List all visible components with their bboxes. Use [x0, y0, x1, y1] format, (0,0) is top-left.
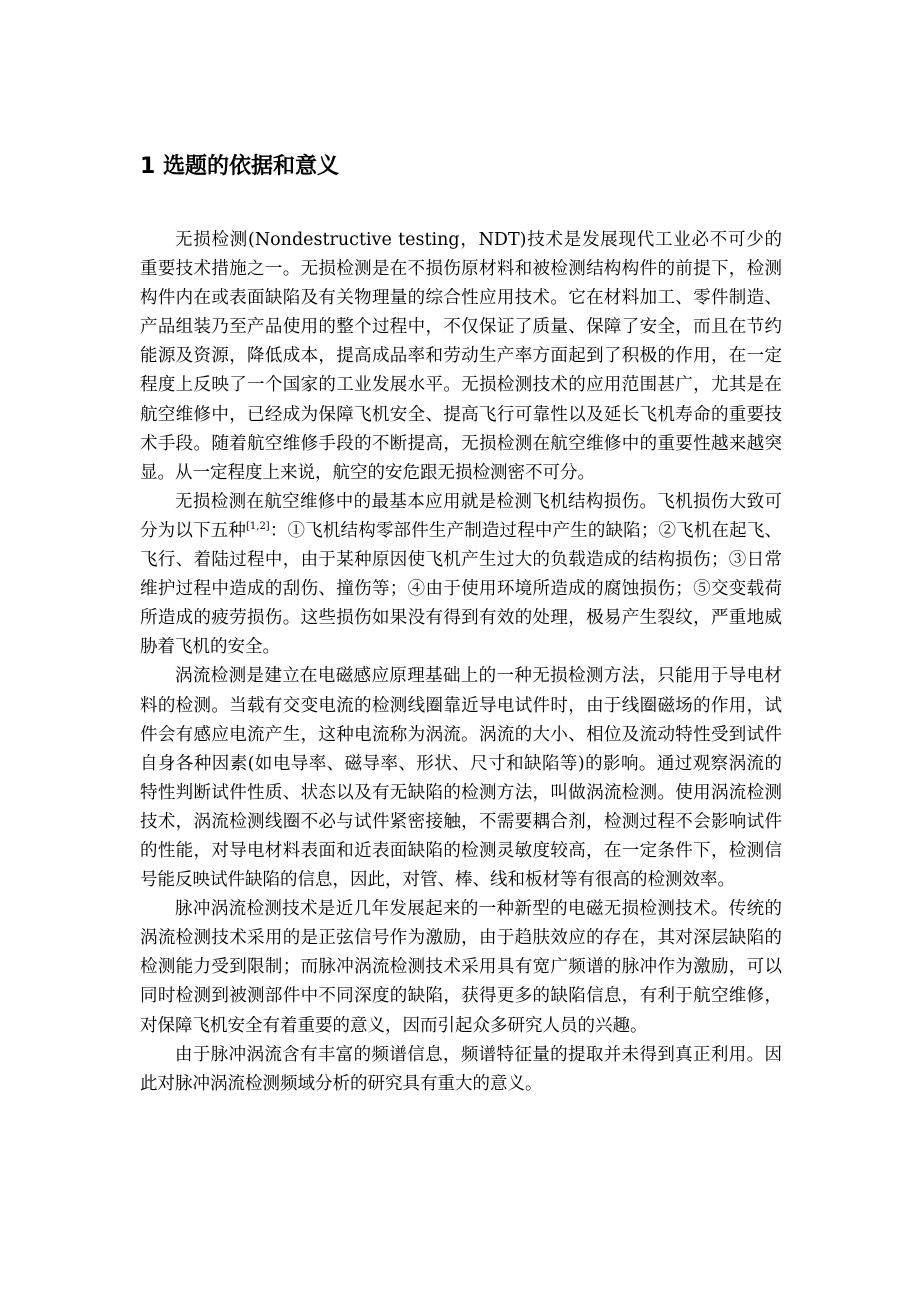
paragraph-eddy-current: 涡流检测是建立在电磁感应原理基础上的一种无损检测方法，只能用于导电材料的检测。当载有交变电流的检测线圈靠近导电试件时，由于线圈磁场的作用，试件会有感应电流产生，这种电流称为涡流。涡流的大小、相位及流动特性受到试件自身各种因素(如电导率、磁导率、形状、尺寸和缺陷等)的影响。通过观察涡流的特性判断试件性质、状态以及有无缺陷的检测方法，叫做涡流检测。使用涡流检测技术，涡流检测线圈不必与试件紧密接触，不需要耦合剂，检测过程不会影响试件的性能，对导电材料表面和近表面缺陷的检测灵敏度较高，在一定条件下，检测信号能反映试件缺陷的信息，因此，对管、棒、线和板材等有很高的检测效率。	[140, 666, 782, 891]
paragraph-aircraft-damage-text-after: ：①飞机结构零部件生产制造过程中产生的缺陷；②飞机在起飞、飞行、着陆过程中，由于某种原因使飞机产生过大的负载造成的结构损伤；③日常维护过程中造成的刮伤、撞伤等；④由于使用环境所造成的腐蚀损伤；⑤交变载荷所造成的疲劳损伤。这些损伤如果没有得到有效的处理，极易产生裂纹，严重地威胁着飞机的安全。	[140, 520, 783, 658]
paragraph-pulsed-eddy-current: 脉冲涡流检测技术是近几年发展起来的一种新型的电磁无损检测技术。传统的涡流检测技术采用的是正弦信号作为激励，由于趋肤效应的存在，其对深层缺陷的检测能力受到限制；而脉冲涡流检测技术采用具有宽广频谱的脉冲作为激励，可以同时检测到被测部件中不同深度的缺陷，获得更多的缺陷信息，有利于航空维修，对保障飞机安全有着重要的意义，因而引起众多研究人员的兴趣。	[140, 899, 782, 1036]
body-text	[140, 226, 782, 1099]
paragraph-frequency-analysis: 由于脉冲涡流含有丰富的频谱信息，频谱特征量的提取并未得到真正利用。因此对脉冲涡流检测频域分析的研究具有重大的意义。	[140, 1044, 782, 1094]
citation-reference: [1,2]	[246, 521, 270, 533]
paragraph-aircraft-damage-text-before: 无损检测在航空维修中的最基本应用就是检测飞机结构损伤。飞机损伤大致可分为以下五种	[140, 491, 782, 541]
section-title: 1 选题的依据和意义	[140, 154, 339, 179]
paragraph-ndt-intro: 无损检测(Nondestructive testing，NDT)技术是发展现代工业必不可少的重要技术措施之一。无损检测是在不损伤原材料和被检测结构构件的前提下，检测构件内在或表面缺陷及有关物理量的综合性应用技术。它在材料加工、零件制造、产品组装乃至产品使用的整个过程中，不仅保证了质量、保障了安全，而且在节约能源及资源，降低成本，提高成品率和劳动生产率方面起到了积极的作用，在一定程度上反映了一个国家的工业发展水平。无损检测技术的应用范围甚广，尤其是在航空维修中，已经成为保障飞机安全、提高飞行可靠性以及延长飞机寿命的重要技术手段。随着航空维修手段的不断提高，无损检测在航空维修中的重要性越来越突显。从一定程度上来说，航空的安危跟无损检测密不可分。	[140, 230, 782, 483]
paragraph-aircraft-damage	[140, 488, 782, 663]
